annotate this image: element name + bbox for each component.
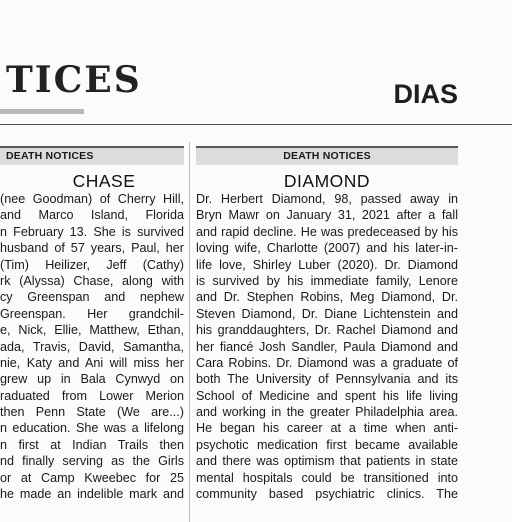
text-line: and there was optimism that patients in state: [196, 454, 458, 469]
text-line: grew up in Bala Cynwyd on: [0, 372, 184, 387]
obituary-diamond: [196, 146, 458, 512]
header-rule: [0, 124, 512, 125]
text-line: Bryn Mawr on January 31, 2021 after a fall: [196, 208, 458, 223]
text-line: Steven Diamond, Dr. Diane Lichtenstein and: [196, 306, 458, 321]
text-line: and Marco Island, Florida: [0, 208, 184, 223]
text-line: psychotic medication first became available: [196, 437, 458, 452]
text-line: his granddaughters, Dr. Rachel Diamond and: [196, 323, 458, 338]
deceased-name: DIAMOND: [283, 171, 371, 191]
text-line: he made an indelible mark and: [0, 487, 184, 502]
text-line: School of Medicine and spent his life living: [196, 388, 458, 403]
text-line: e, Nick, Ellie, Matthew, Ethan,: [0, 323, 184, 338]
text-line: and rapid decline. He was predeceased by his: [196, 224, 458, 239]
obituary-body: [196, 191, 458, 502]
text-line: n February 13. She is survived: [0, 224, 184, 239]
text-line: rk (Alyssa) Chase, along with: [0, 273, 184, 288]
text-line: Greenspan. Her grandchil-: [0, 306, 184, 321]
text-line: nie, Katy and Ani will miss her: [0, 355, 184, 370]
text-line: nd finally serving as the Girls: [0, 454, 184, 469]
text-line: mental hospitals could be transitioned into: [196, 470, 458, 485]
text-line: n education. She was a lifelong: [0, 421, 184, 436]
text-line: or at Camp Kweebec for 25: [0, 470, 184, 485]
title-underline: [0, 109, 84, 114]
column-divider: [189, 142, 190, 522]
obituary-body: [0, 191, 184, 502]
text-line: (nee Goodman) of Cherry Hill,: [0, 192, 184, 206]
text-line: (Tim) Heilizer, Jeff (Cathy): [0, 257, 184, 272]
text-line: community based psychiatric clinics. The: [196, 487, 458, 502]
deceased-name: CHASE: [72, 171, 136, 191]
section-title: TICES: [6, 59, 142, 101]
text-line: raduated from Lower Merion: [0, 388, 184, 403]
page-label: DIAS: [393, 79, 458, 109]
text-line: ada, Travis, David, Samantha,: [0, 339, 184, 354]
text-line: and working in the greater Philadelphia area.: [196, 405, 458, 420]
text-line: is survived by his immediate family, Lenore: [196, 273, 458, 288]
text-line: husband of 57 years, Paul, her: [0, 241, 184, 256]
obituary-chase: [0, 146, 184, 512]
text-line: loving wife, Charlotte (2007) and his later-in-: [196, 241, 458, 256]
text-line: life love, Shirley Luber (2020). Dr. Diamond: [196, 257, 458, 272]
text-line: Dr. Herbert Diamond, 98, passed away in: [196, 192, 458, 206]
text-line: and Dr. Stephen Robins, Meg Diamond, Dr.: [196, 290, 458, 305]
column-header: DEATH NOTICES: [196, 146, 458, 165]
text-line: her fiancé Josh Sandler, Paula Diamond and: [196, 339, 458, 354]
text-line: both The University of Pennsylvania and its: [196, 372, 458, 387]
text-line: then Penn State (We are...): [0, 405, 184, 420]
text-line: cy Greenspan and nephew: [0, 290, 184, 305]
text-line: Cara Robins. Dr. Diamond was a graduate of: [196, 355, 458, 370]
text-line: n first at Indian Trails then: [0, 437, 184, 452]
text-line: He began his career at a time when anti-: [196, 421, 458, 436]
column-header: DEATH NOTICES: [0, 146, 184, 165]
